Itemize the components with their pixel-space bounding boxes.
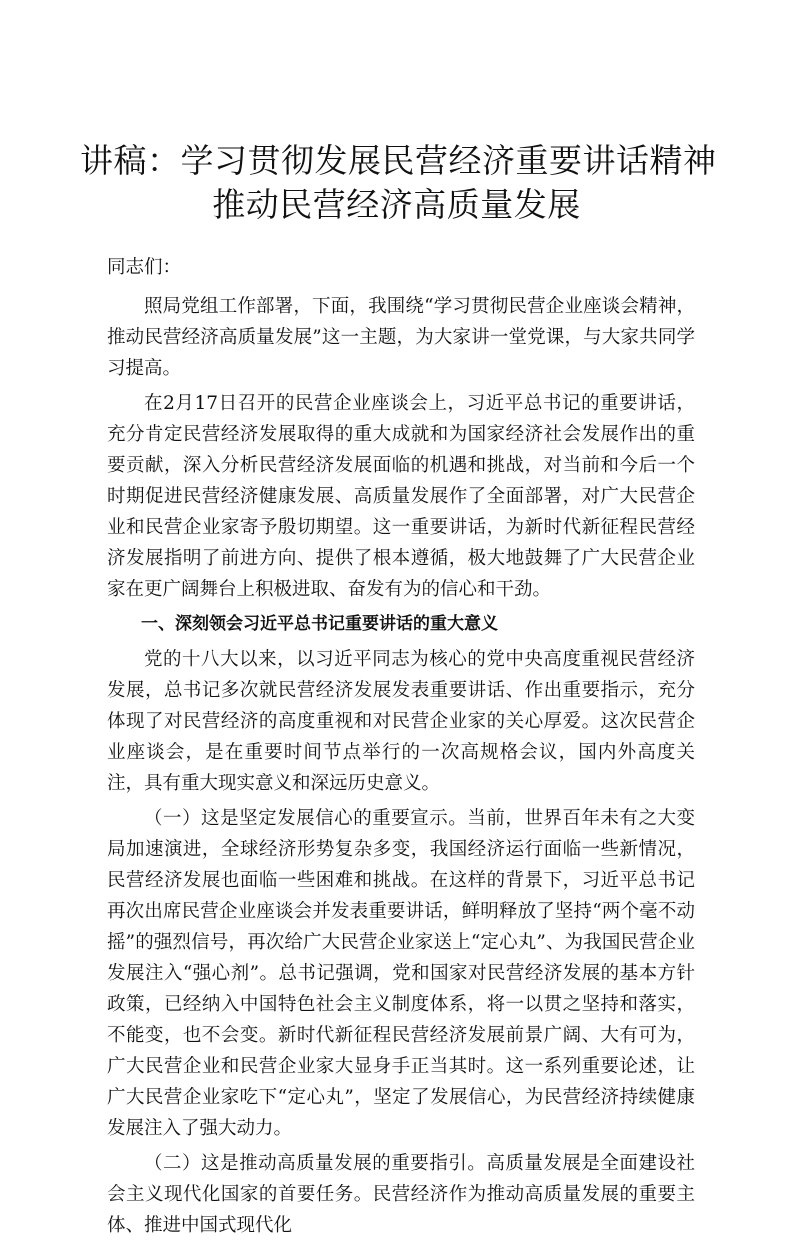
title-line-1: 讲稿：学习贯彻发展民营经济重要讲话精神 <box>80 141 717 180</box>
paragraph-section1-point2: （二）这是推动高质量发展的重要指引。高质量发展是全面建设社会主义现代化国家的首要任务。民营经济作为推动高质量发展的重要主体、推进中国式现代化 <box>107 1153 695 1236</box>
paragraph-intro: 照局党组工作部署，下面，我围绕“学习贯彻民营企业座谈会精神，推动民营经济高质量发展”这一主题，为大家讲一堂党课，与大家共同学习提高。 <box>107 296 695 379</box>
document-body <box>107 252 695 1245</box>
title-line-2: 推动民营经济高质量发展 <box>212 185 581 224</box>
paragraph-background: 在2月17日召开的民营企业座谈会上，习近平总书记的重要讲话，充分肯定民营经济发展取得的重大成就和为国家经济社会发展作出的重要贡献，深入分析民营经济发展面临的机遇和挑战，对当前和今后一个时期促进民营经济健康发展、高质量发展作了全面部署，对广大民营企业和民营企业家寄予殷切期望。这一重要讲话，为新时代新征程民营经济发展指明了前进方向、提供了根本遵循，极大地鼓舞了广大民营企业家在更广阔舞台上积极进取、奋发有为的信心和干劲。 <box>107 393 695 600</box>
section-heading-1: 一、深刻领会习近平总书记重要讲话的重大意义 <box>141 614 498 634</box>
paragraph-section1-point1: （一）这是坚定发展信心的重要宣示。当前，世界百年未有之大变局加速演进，全球经济形势复杂多变，我国经济运行面临一些新情况，民营经济发展也面临一些困难和挑战。在这样的背景下，习近平总书记再次出席民营企业座谈会并发表重要讲话，鲜明释放了坚持“两个毫不动摇”的强烈信号，再次给广大民营企业家送上“定心丸”、为我国民营企业发展注入“强心剂”。总书记强调，党和国家对民营经济发展的基本方针政策，已经纳入中国特色社会主义制度体系，将一以贯之坚持和落实，不能变，也不会变。新时代新征程民营经济发展前景广阔、大有可为，广大民营企业和民营企业家大显身手正当其时。这一系列重要论述，让广大民营企业家吃下“定心丸”，坚定了发展信心，为民营经济持续健康发展注入了强大动力。 <box>107 808 695 1139</box>
greeting: 同志们： <box>107 257 182 278</box>
document-title <box>80 139 717 227</box>
paragraph-section1-intro: 党的十八大以来，以习近平同志为核心的党中央高度重视民营经济发展，总书记多次就民营经济发展发表重要讲话、作出重要指示，充分体现了对民营经济的高度重视和对民营企业家的关心厚爱。这次民营企业座谈会，是在重要时间节点举行的一次高规格会议，国内外高度关注，具有重大现实意义和深远历史意义。 <box>107 649 695 794</box>
